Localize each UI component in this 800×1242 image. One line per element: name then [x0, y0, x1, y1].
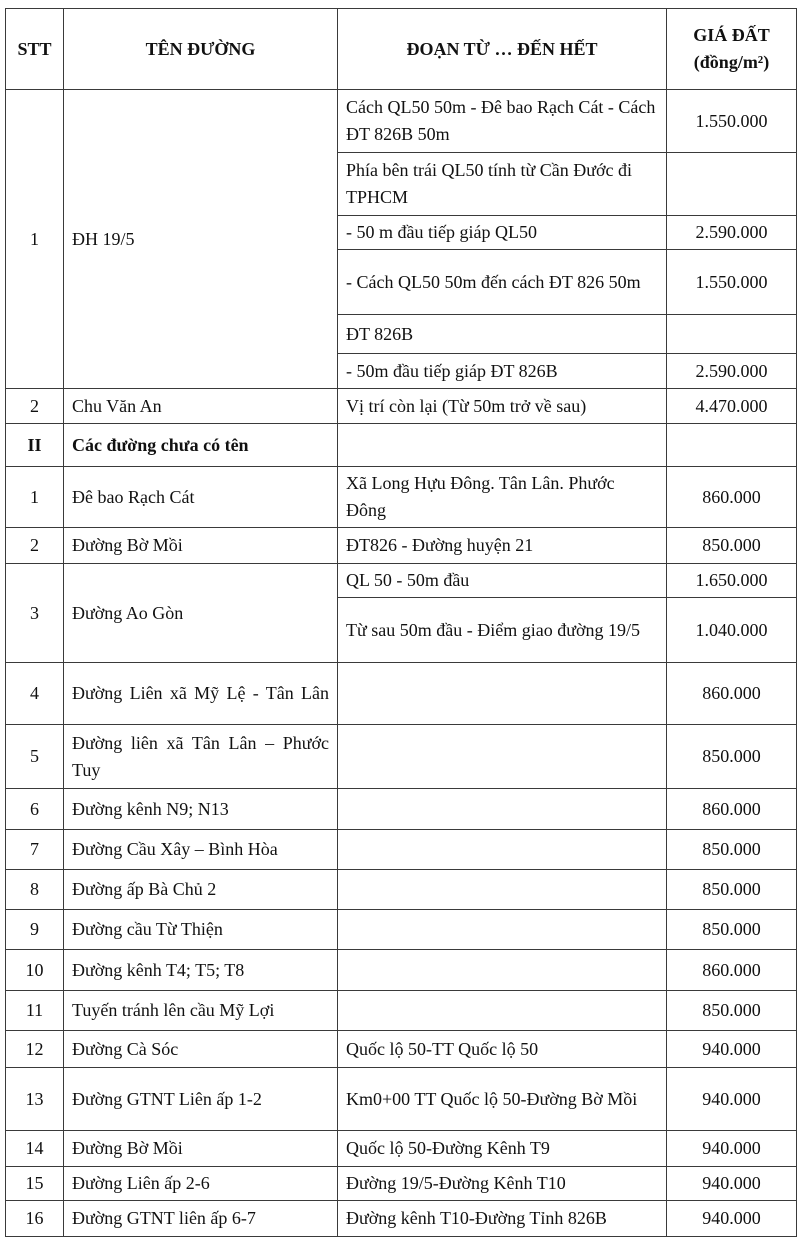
cell-segment — [338, 725, 667, 789]
cell-price: 2.590.000 — [667, 354, 797, 389]
document-page — [5, 8, 796, 1237]
cell-street-name: Đê bao Rạch Cát — [64, 467, 338, 528]
header-stt: STT — [6, 9, 64, 90]
cell-stt: 16 — [6, 1201, 64, 1237]
table-row — [6, 830, 797, 870]
table-row — [6, 950, 797, 991]
section-title: Các đường chưa có tên — [64, 424, 338, 467]
cell-segment: Vị trí còn lại (Từ 50m trở về sau) — [338, 389, 667, 424]
cell-price: 2.590.000 — [667, 216, 797, 250]
cell-segment — [338, 663, 667, 725]
cell-price: 1.550.000 — [667, 250, 797, 315]
section-row — [6, 424, 797, 467]
cell-segment: Cách QL50 50m - Đê bao Rạch Cát - Cách ĐT 826B 50m — [338, 90, 667, 153]
cell-stt: 6 — [6, 789, 64, 830]
cell-stt: 2 — [6, 389, 64, 424]
cell-stt: 10 — [6, 950, 64, 991]
cell-segment: ĐT 826B — [338, 315, 667, 354]
cell-street-name: Đường Bờ Mồi — [64, 1131, 338, 1167]
cell-price: 860.000 — [667, 950, 797, 991]
table-row — [6, 528, 797, 564]
cell-segment: - Cách QL50 50m đến cách ĐT 826 50m — [338, 250, 667, 315]
header-price-title: GIÁ ĐẤT — [693, 25, 770, 45]
cell-street-name: Đường cầu Từ Thiện — [64, 910, 338, 950]
header-price — [667, 9, 797, 90]
cell-segment: Km0+00 TT Quốc lộ 50-Đường Bờ Mồi — [338, 1068, 667, 1131]
cell-price: 850.000 — [667, 528, 797, 564]
table-row — [6, 1068, 797, 1131]
table-row — [6, 1031, 797, 1068]
table-row — [6, 389, 797, 424]
cell-stt: 4 — [6, 663, 64, 725]
cell-street-name: Chu Văn An — [64, 389, 338, 424]
table-row — [6, 467, 797, 528]
cell-price: 940.000 — [667, 1131, 797, 1167]
cell-segment: Quốc lộ 50-TT Quốc lộ 50 — [338, 1031, 667, 1068]
cell-price: 940.000 — [667, 1031, 797, 1068]
cell-segment: QL 50 - 50m đầu — [338, 564, 667, 598]
cell-price: 940.000 — [667, 1201, 797, 1237]
cell-price: 4.470.000 — [667, 389, 797, 424]
cell-segment — [338, 991, 667, 1031]
cell-street-name: Đường Cầu Xây – Bình Hòa — [64, 830, 338, 870]
cell-segment — [338, 950, 667, 991]
cell-stt: 7 — [6, 830, 64, 870]
cell-street-name: Đường Ao Gòn — [64, 564, 338, 663]
cell-segment — [338, 424, 667, 467]
cell-segment: ĐT826 - Đường huyện 21 — [338, 528, 667, 564]
cell-segment — [338, 870, 667, 910]
cell-price — [667, 315, 797, 354]
cell-stt: 8 — [6, 870, 64, 910]
table-row — [6, 90, 797, 153]
cell-street-name: ĐH 19/5 — [64, 90, 338, 389]
cell-stt: 15 — [6, 1167, 64, 1201]
cell-stt: 12 — [6, 1031, 64, 1068]
table-row — [6, 789, 797, 830]
cell-stt: 5 — [6, 725, 64, 789]
cell-price: 860.000 — [667, 467, 797, 528]
cell-price: 940.000 — [667, 1068, 797, 1131]
cell-segment: Phía bên trái QL50 tính từ Cần Đước đi TPHCM — [338, 153, 667, 216]
table-row — [6, 1201, 797, 1237]
cell-price: 940.000 — [667, 1167, 797, 1201]
cell-segment — [338, 910, 667, 950]
cell-segment: Đường kênh T10-Đường Tỉnh 826B — [338, 1201, 667, 1237]
cell-street-name: Đường ấp Bà Chủ 2 — [64, 870, 338, 910]
cell-stt: 3 — [6, 564, 64, 663]
table-row — [6, 991, 797, 1031]
table-row — [6, 564, 797, 598]
table-row — [6, 725, 797, 789]
cell-price: 850.000 — [667, 870, 797, 910]
cell-price: 1.650.000 — [667, 564, 797, 598]
section-number: II — [6, 424, 64, 467]
cell-street-name: Đường kênh T4; T5; T8 — [64, 950, 338, 991]
cell-street-name: Đường Bờ Mồi — [64, 528, 338, 564]
header-price-unit: (đồng/m²) — [693, 52, 770, 72]
cell-street-name: Đường Cà Sóc — [64, 1031, 338, 1068]
table-row — [6, 1167, 797, 1201]
cell-price — [667, 424, 797, 467]
cell-segment — [338, 789, 667, 830]
cell-price — [667, 153, 797, 216]
cell-street-name: Tuyến tránh lên cầu Mỹ Lợi — [64, 991, 338, 1031]
cell-street-name: Đường Liên ấp 2-6 — [64, 1167, 338, 1201]
cell-price: 1.550.000 — [667, 90, 797, 153]
table-row — [6, 910, 797, 950]
cell-street-name: Đường kênh N9; N13 — [64, 789, 338, 830]
cell-price: 850.000 — [667, 725, 797, 789]
cell-price: 850.000 — [667, 910, 797, 950]
cell-segment: Từ sau 50m đầu - Điểm giao đường 19/5 — [338, 598, 667, 663]
cell-segment: Quốc lộ 50-Đường Kênh T9 — [338, 1131, 667, 1167]
cell-stt: 9 — [6, 910, 64, 950]
cell-price: 860.000 — [667, 663, 797, 725]
cell-street-name: Đường GTNT Liên ấp 1-2 — [64, 1068, 338, 1131]
cell-stt: 1 — [6, 90, 64, 389]
table-row — [6, 1131, 797, 1167]
header-segment: ĐOẠN TỪ … ĐẾN HẾT — [338, 9, 667, 90]
cell-segment — [338, 830, 667, 870]
cell-stt: 13 — [6, 1068, 64, 1131]
cell-price: 850.000 — [667, 991, 797, 1031]
cell-price: 1.040.000 — [667, 598, 797, 663]
cell-segment: Đường 19/5-Đường Kênh T10 — [338, 1167, 667, 1201]
cell-stt: 14 — [6, 1131, 64, 1167]
table-row — [6, 870, 797, 910]
cell-segment: - 50m đầu tiếp giáp ĐT 826B — [338, 354, 667, 389]
cell-street-name: Đường GTNT liên ấp 6-7 — [64, 1201, 338, 1237]
cell-price: 850.000 — [667, 830, 797, 870]
table-header-row — [6, 9, 797, 90]
land-price-table — [5, 8, 797, 1237]
cell-price: 860.000 — [667, 789, 797, 830]
header-street-name: TÊN ĐƯỜNG — [64, 9, 338, 90]
cell-stt: 11 — [6, 991, 64, 1031]
cell-stt: 2 — [6, 528, 64, 564]
cell-street-name: Đường Liên xã Mỹ Lệ - Tân Lân — [64, 663, 338, 725]
cell-segment: Xã Long Hựu Đông. Tân Lân. Phước Đông — [338, 467, 667, 528]
cell-segment: - 50 m đầu tiếp giáp QL50 — [338, 216, 667, 250]
cell-street-name: Đường liên xã Tân Lân – Phước Tuy — [64, 725, 338, 789]
table-row — [6, 663, 797, 725]
cell-stt: 1 — [6, 467, 64, 528]
